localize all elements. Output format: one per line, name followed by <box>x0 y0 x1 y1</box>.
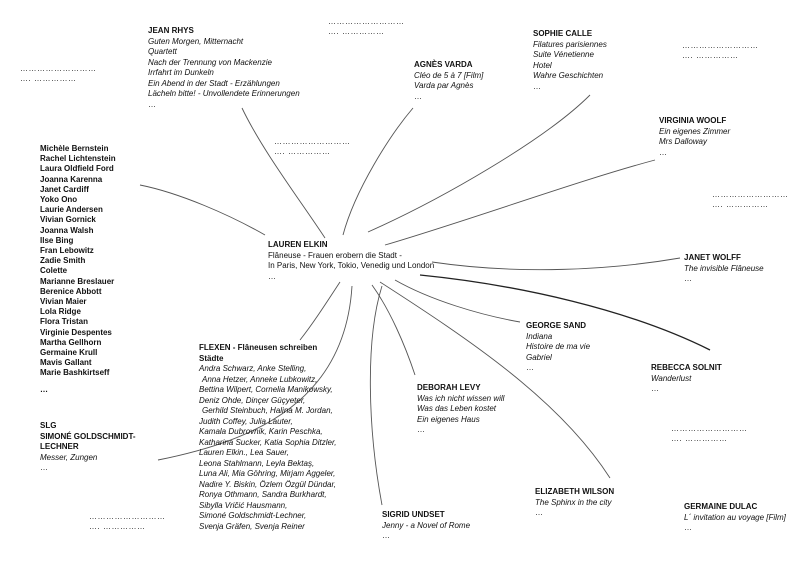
author-item: Leona Stahlmann, Leyla Bektaş, <box>199 458 315 468</box>
more-indicator: … <box>148 99 156 109</box>
author-item: Anna Hetzer, Anneke Lubkowitz, <box>202 374 318 384</box>
placeholder-line: ……………………… <box>20 64 97 73</box>
women-name-list <box>40 144 116 395</box>
line-to-sophie-calle <box>368 95 590 232</box>
work-item: Ein eigenes Haus <box>417 414 480 424</box>
list-item: Flora Tristan <box>40 317 89 327</box>
author-item: Bettina Wilpert, Cornelia Manikowsky, <box>199 385 333 394</box>
line-to-sigrid-undset <box>370 286 382 505</box>
more-indicator: … <box>414 91 422 101</box>
placeholder-line: …. …………… <box>671 434 728 443</box>
placeholder-line: …. …………… <box>712 200 769 209</box>
list-item: Berenice Abbott <box>40 286 102 296</box>
list-item: Janet Cardiff <box>40 184 89 194</box>
work-item: Histoire de ma vie <box>526 342 591 351</box>
placeholder-top-left <box>20 64 97 84</box>
list-item: Virginie Despentes <box>40 327 112 337</box>
line-to-women-list <box>140 185 265 235</box>
node-flexen <box>199 343 336 532</box>
list-item: Vivian Maier <box>40 297 87 307</box>
work-item: The Sphinx in the city <box>535 497 612 507</box>
center-line: … <box>268 271 276 281</box>
more-indicator: … <box>526 363 534 372</box>
node-george-sand <box>526 321 590 374</box>
placeholder-line: ……………………… <box>682 41 759 50</box>
node-germaine-dulac <box>684 502 786 534</box>
work-item: Cléo de 5 à 7 [Film] <box>414 70 484 80</box>
list-item: Martha Gellhorn <box>40 337 102 347</box>
list-item: Yoko Ono <box>40 195 78 205</box>
placeholder-line: …. …………… <box>274 147 331 156</box>
author-item: Andra Schwarz, Anke Stelling, <box>199 364 307 373</box>
node-name-cont: LECHNER <box>40 442 79 451</box>
work-item: Ein Abend in der Stadt - Erzählungen <box>148 78 280 88</box>
node-name-cont: Städte <box>199 353 224 363</box>
list-item: Laura Oldfield Ford <box>40 164 114 174</box>
more-indicator: … <box>40 463 48 472</box>
author-item: Ronya Othmann, Sandra Burkhardt, <box>199 490 327 499</box>
list-item: Rachel Lichtenstein <box>40 154 116 164</box>
work-item: Hotel <box>533 60 552 70</box>
node-name: SOPHIE CALLE <box>533 29 593 38</box>
node-janet-wolff <box>684 253 764 285</box>
line-to-jean-rhys <box>242 108 325 238</box>
list-more: … <box>40 384 48 394</box>
placeholder-top-center <box>328 17 405 37</box>
list-item: Colette <box>40 266 68 276</box>
work-item: Suite Vénetienne <box>533 50 594 59</box>
node-name: FLEXEN - Flâneusen schreiben <box>199 343 318 352</box>
node-name: VIRGINIA WOOLF <box>659 116 727 125</box>
work-item: L´ invitation au voyage [Film] <box>684 512 786 522</box>
node-name: GEORGE SAND <box>526 321 587 330</box>
author-item: Kamala Dubrovnik, Karin Peschka, <box>199 427 323 436</box>
more-indicator: … <box>684 523 692 532</box>
node-rebecca-solnit <box>651 363 722 395</box>
list-item: Marie Bashkirtseff <box>40 368 110 378</box>
author-item: Sibylla Vričić Hausmann, <box>199 500 288 510</box>
list-item: Joanna Karenna <box>40 174 103 184</box>
list-item: Vivian Gornick <box>40 215 96 225</box>
author-item: Deniz Ohde, Dinçer Güçyeter, <box>199 395 306 405</box>
list-item: Michèle Bernstein <box>40 144 109 153</box>
line-to-virginia-woolf <box>385 160 655 245</box>
work-item: Jenny - a Novel of Rome <box>382 520 471 530</box>
list-item: Germaine Krull <box>40 348 98 358</box>
placeholder-line: ……………………… <box>89 512 166 521</box>
work-item: Mrs Dalloway <box>659 137 708 146</box>
center-line: In Paris, New York, Tokio, Venedig und London <box>268 261 435 270</box>
more-indicator: … <box>382 531 390 540</box>
placeholder-right-lower <box>671 424 748 444</box>
work-item: Messer, Zungen <box>40 452 98 462</box>
author-item: Gerhild Steinbuch, Halina M. Jordan, <box>202 406 333 415</box>
work-item: Filatures parisiennes <box>533 39 607 49</box>
list-item: Ilse Bing <box>40 235 74 245</box>
more-indicator: … <box>417 425 425 434</box>
list-item: Mavis Gallant <box>40 358 92 368</box>
node-name: AGNÈS VARDA <box>414 60 473 69</box>
placeholder-line: …. …………… <box>682 51 739 60</box>
center-name: LAUREN ELKIN <box>268 240 328 249</box>
more-indicator: … <box>651 384 659 393</box>
placeholder-line: ……………………… <box>274 137 351 146</box>
placeholder-line: …. …………… <box>328 27 385 36</box>
node-sophie-calle <box>533 29 607 92</box>
placeholder-line: ……………………… <box>712 190 789 199</box>
node-name: JANET WOLFF <box>684 253 741 262</box>
center-node-lauren-elkin <box>268 240 434 282</box>
more-indicator: … <box>659 147 667 157</box>
placeholder-line: ……………………… <box>671 424 748 433</box>
placeholder-bottom-left <box>89 512 166 532</box>
node-name: SIGRID UNDSET <box>382 510 445 519</box>
node-virginia-woolf <box>659 116 730 158</box>
work-item: Wanderlust <box>651 373 692 383</box>
node-agnes-varda <box>414 60 483 102</box>
node-deborah-levy <box>417 383 504 436</box>
placeholder-upper-mid <box>274 137 351 157</box>
node-name-cont: SIMONÉ GOLDSCHMIDT- <box>40 431 136 441</box>
node-name: GERMAINE DULAC <box>684 502 758 511</box>
list-item: Laurie Andersen <box>40 205 103 215</box>
work-item: Ein eigenes Zimmer <box>659 126 731 136</box>
work-item: Was das Leben kostet <box>417 404 497 413</box>
line-to-flexen <box>300 282 340 340</box>
node-name: DEBORAH LEVY <box>417 383 481 392</box>
node-name: JEAN RHYS <box>148 26 194 35</box>
list-item: Lola Ridge <box>40 307 81 317</box>
more-indicator: … <box>535 508 543 517</box>
node-name: ELIZABETH WILSON <box>535 487 615 496</box>
line-to-elizabeth-wilson <box>380 282 610 478</box>
node-sigrid-undset <box>382 510 470 542</box>
list-item: Zadie Smith <box>40 256 86 266</box>
placeholder-line: ……………………… <box>328 17 405 26</box>
author-item: Svenja Gräfen, Svenja Reiner <box>199 521 305 531</box>
node-jean-rhys <box>148 26 300 110</box>
node-name: REBECCA SOLNIT <box>651 363 722 372</box>
work-item: Gabriel <box>526 352 552 362</box>
more-indicator: … <box>684 274 692 283</box>
work-item: Quartett <box>148 47 177 56</box>
node-slg <box>40 421 136 474</box>
work-item: The invisible Flâneuse <box>684 263 764 273</box>
author-item: Simoné Goldschmidt-Lechner, <box>199 511 307 520</box>
placeholder-line: …. …………… <box>89 522 146 531</box>
work-item: Lächeln bitte! - Unvollendete Erinnerungen <box>148 89 300 98</box>
work-item: Varda par Agnès <box>414 81 474 90</box>
placeholder-right-mid <box>712 190 789 210</box>
line-to-janet-wolff <box>432 258 680 270</box>
center-line: Flâneuse - Frauen erobern die Stadt - <box>268 250 402 260</box>
node-elizabeth-wilson <box>535 487 614 519</box>
author-item: Judith Coffey, Julia Lauter, <box>199 416 293 426</box>
author-item: Lauren Elkin., Lea Sauer, <box>199 448 289 457</box>
placeholder-top-right <box>682 41 759 61</box>
author-item: Luna Ali, Mia Göhring, Mirjam Aggeler, <box>199 469 336 478</box>
more-indicator: … <box>533 81 541 91</box>
work-item: Was ich nicht wissen will <box>417 393 505 403</box>
work-item: Wahre Geschichten <box>533 71 604 80</box>
work-item: Nach der Trennung von Mackenzie <box>148 57 272 67</box>
author-item: Nadire Y. Biskin, Özlem Özgül Dündar, <box>199 479 336 489</box>
author-item: Katharina Sucker, Katia Sophia Ditzler, <box>199 437 337 447</box>
work-item: Indiana <box>526 331 553 341</box>
list-item: Fran Lebowitz <box>40 246 94 256</box>
list-item: Marianne Breslauer <box>40 276 115 286</box>
node-name: SLG <box>40 421 57 430</box>
work-item: Irrfahrt im Dunkeln <box>148 68 214 77</box>
work-item: Guten Morgen, Mitternacht <box>148 36 244 46</box>
list-item: Joanna Walsh <box>40 225 94 235</box>
placeholder-line: …. …………… <box>20 74 77 83</box>
